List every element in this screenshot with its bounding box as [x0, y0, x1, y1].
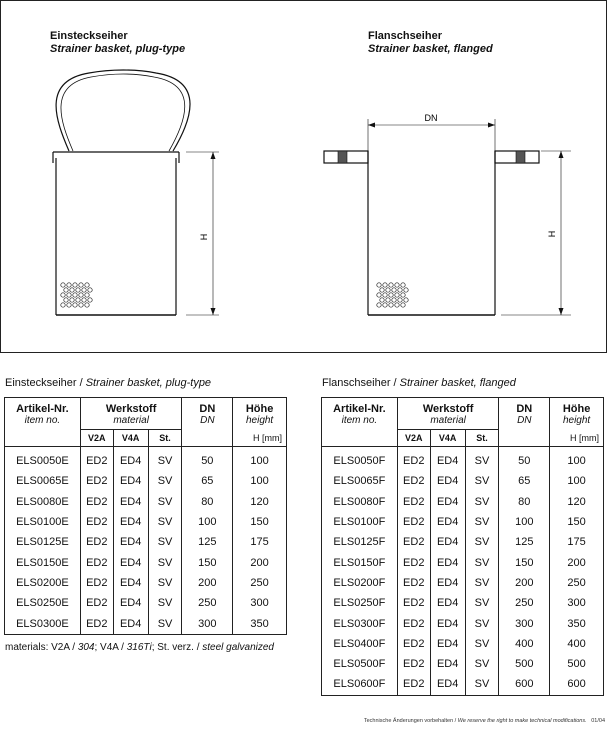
- col-dn: DN DN: [182, 398, 233, 430]
- cell-dn: 200: [182, 573, 233, 593]
- col-v4a: V4A: [113, 430, 148, 447]
- cell-height: 150: [550, 512, 604, 532]
- col-material: Werkstoff material: [80, 398, 182, 430]
- cell-article: ELS0125F: [322, 532, 398, 552]
- col-st: St.: [148, 430, 182, 447]
- cell-v2a: ED2: [397, 552, 430, 572]
- cell-height: 250: [233, 573, 287, 593]
- cell-v4a: ED4: [113, 573, 148, 593]
- cell-article: ELS0125E: [5, 532, 81, 552]
- table-row: [5, 447, 287, 472]
- cell-height: 500: [550, 654, 604, 674]
- cell-v2a: ED2: [80, 573, 113, 593]
- cell-v4a: ED4: [430, 573, 465, 593]
- cell-v4a: ED4: [430, 532, 465, 552]
- cell-v4a: ED4: [430, 654, 465, 674]
- left-drawing-title-en: Strainer basket, plug-type: [50, 43, 186, 55]
- cell-dn: 300: [499, 613, 550, 633]
- col-v4a: V4A: [430, 430, 465, 447]
- cell-st: SV: [465, 552, 499, 572]
- cell-article: ELS0150E: [5, 552, 81, 572]
- cell-height: 100: [233, 471, 287, 491]
- dim-h-label-right: H: [547, 230, 557, 238]
- cell-v2a: ED2: [80, 532, 113, 552]
- flanged-basket-drawing: [324, 119, 571, 315]
- cell-article: ELS0065E: [5, 471, 81, 491]
- cell-st: SV: [465, 492, 499, 512]
- cell-article: ELS0600F: [322, 674, 398, 695]
- cell-st: SV: [148, 552, 182, 572]
- col-st: St.: [465, 430, 499, 447]
- cell-dn: 65: [182, 471, 233, 491]
- left-table-caption: [5, 377, 211, 389]
- cell-v4a: ED4: [430, 447, 465, 472]
- cell-height: 200: [550, 552, 604, 572]
- cell-v4a: ED4: [113, 613, 148, 634]
- table-row: [322, 674, 604, 695]
- table-row: [322, 613, 604, 633]
- table-row: [322, 492, 604, 512]
- cell-st: SV: [148, 447, 182, 472]
- cell-height: 350: [233, 613, 287, 634]
- cell-v2a: ED2: [397, 634, 430, 654]
- cell-dn: 250: [499, 593, 550, 613]
- cell-v2a: ED2: [397, 532, 430, 552]
- cell-st: SV: [465, 654, 499, 674]
- cell-height: 175: [550, 532, 604, 552]
- table-row: [322, 593, 604, 613]
- cell-st: SV: [465, 512, 499, 532]
- cell-height: 300: [233, 593, 287, 613]
- right-caption-de: Flanschseiher /: [322, 377, 400, 389]
- cell-v4a: ED4: [113, 552, 148, 572]
- left-caption-en: Strainer basket, plug-type: [85, 377, 212, 389]
- drawing-panel: [0, 0, 607, 353]
- footer-disclaimer: Technische Änderungen vorbehalten / We reserve the right to make technical modifications. 01/04: [363, 718, 605, 724]
- cell-v4a: ED4: [430, 593, 465, 613]
- table-row: [322, 512, 604, 532]
- cell-v4a: ED4: [430, 552, 465, 572]
- col-v2a: V2A: [80, 430, 113, 447]
- table-row: [322, 552, 604, 572]
- cell-dn: 500: [499, 654, 550, 674]
- cell-article: ELS0080F: [322, 492, 398, 512]
- cell-dn: 80: [182, 492, 233, 512]
- cell-dn: 100: [182, 512, 233, 532]
- cell-article: ELS0300F: [322, 613, 398, 633]
- cell-v4a: ED4: [113, 593, 148, 613]
- cell-v4a: ED4: [430, 512, 465, 532]
- cell-article: ELS0250F: [322, 593, 398, 613]
- cell-v2a: ED2: [397, 492, 430, 512]
- table-row: [5, 552, 287, 572]
- cell-st: SV: [465, 447, 499, 472]
- cell-st: SV: [465, 573, 499, 593]
- cell-v2a: ED2: [397, 593, 430, 613]
- cell-dn: 80: [499, 492, 550, 512]
- cell-st: SV: [148, 471, 182, 491]
- cell-v4a: ED4: [113, 447, 148, 472]
- cell-height: 250: [550, 573, 604, 593]
- cell-dn: 65: [499, 471, 550, 491]
- cell-dn: 125: [499, 532, 550, 552]
- cell-height: 350: [550, 613, 604, 633]
- cell-st: SV: [465, 634, 499, 654]
- cell-article: ELS0100F: [322, 512, 398, 532]
- right-drawing-title-en: Strainer basket, flanged: [368, 43, 493, 55]
- cell-article: ELS0080E: [5, 492, 81, 512]
- cell-article: ELS0400F: [322, 634, 398, 654]
- technical-drawing: [1, 1, 608, 354]
- cell-v2a: ED2: [80, 593, 113, 613]
- col-height: Höhe height: [550, 398, 604, 430]
- left-spec-table: [4, 397, 287, 635]
- cell-st: SV: [148, 492, 182, 512]
- cell-v2a: ED2: [397, 471, 430, 491]
- cell-st: SV: [148, 573, 182, 593]
- cell-article: ELS0200E: [5, 573, 81, 593]
- col-material: Werkstoff material: [397, 398, 499, 430]
- table-row: [5, 532, 287, 552]
- cell-st: SV: [148, 613, 182, 634]
- dim-dn-label: DN: [424, 113, 438, 123]
- cell-v4a: ED4: [430, 613, 465, 633]
- cell-dn: 125: [182, 532, 233, 552]
- cell-st: SV: [148, 593, 182, 613]
- cell-v4a: ED4: [113, 532, 148, 552]
- cell-v2a: ED2: [80, 447, 113, 472]
- table-row: [322, 471, 604, 491]
- cell-st: SV: [465, 613, 499, 633]
- cell-v4a: ED4: [430, 674, 465, 695]
- cell-height: 300: [550, 593, 604, 613]
- cell-article: ELS0050E: [5, 447, 81, 472]
- col-dn: DN DN: [499, 398, 550, 430]
- cell-v4a: ED4: [430, 492, 465, 512]
- cell-article: ELS0300E: [5, 613, 81, 634]
- col-height: Höhe height: [233, 398, 287, 430]
- table-row: [5, 613, 287, 634]
- perforation-holes-right: [377, 283, 408, 307]
- right-table-caption: [322, 377, 516, 389]
- cell-height: 400: [550, 634, 604, 654]
- perforation-holes-left: [61, 283, 92, 307]
- cell-dn: 150: [499, 552, 550, 572]
- cell-v4a: ED4: [430, 471, 465, 491]
- cell-st: SV: [148, 532, 182, 552]
- cell-v2a: ED2: [397, 654, 430, 674]
- cell-height: 100: [233, 447, 287, 472]
- cell-dn: 50: [499, 447, 550, 472]
- cell-v2a: ED2: [397, 674, 430, 695]
- table-row: [322, 654, 604, 674]
- cell-height: 200: [233, 552, 287, 572]
- cell-v2a: ED2: [80, 613, 113, 634]
- cell-dn: 300: [182, 613, 233, 634]
- cell-height: 600: [550, 674, 604, 695]
- plug-type-basket-drawing: [53, 70, 219, 315]
- cell-article: ELS0065F: [322, 471, 398, 491]
- cell-v2a: ED2: [80, 471, 113, 491]
- col-h-mm: H [mm]: [550, 430, 604, 447]
- cell-dn: 250: [182, 593, 233, 613]
- table-row: [322, 573, 604, 593]
- cell-v2a: ED2: [397, 512, 430, 532]
- cell-height: 150: [233, 512, 287, 532]
- cell-article: ELS0150F: [322, 552, 398, 572]
- cell-st: SV: [465, 593, 499, 613]
- cell-st: SV: [465, 674, 499, 695]
- cell-v4a: ED4: [113, 471, 148, 491]
- col-article: Artikel-Nr. item no.: [322, 398, 398, 430]
- cell-article: ELS0200F: [322, 573, 398, 593]
- cell-height: 100: [550, 471, 604, 491]
- cell-article: ELS0050F: [322, 447, 398, 472]
- cell-article: ELS0250E: [5, 593, 81, 613]
- cell-st: SV: [465, 532, 499, 552]
- table-row: [5, 492, 287, 512]
- cell-dn: 400: [499, 634, 550, 654]
- col-v2a: V2A: [397, 430, 430, 447]
- materials-note: materials: V2A / 304; V4A / 316Ti; St. verz. / steel galvanized: [5, 642, 274, 653]
- cell-article: ELS0500F: [322, 654, 398, 674]
- cell-v2a: ED2: [397, 613, 430, 633]
- table-row: [322, 532, 604, 552]
- cell-st: SV: [148, 512, 182, 532]
- cell-st: SV: [465, 471, 499, 491]
- cell-dn: 150: [182, 552, 233, 572]
- col-h-mm: H [mm]: [233, 430, 287, 447]
- cell-dn: 50: [182, 447, 233, 472]
- right-caption-en: Strainer basket, flanged: [399, 377, 516, 389]
- table-row: [5, 471, 287, 491]
- cell-v2a: ED2: [80, 512, 113, 532]
- cell-v4a: ED4: [113, 492, 148, 512]
- cell-dn: 200: [499, 573, 550, 593]
- table-row: [322, 634, 604, 654]
- cell-height: 120: [550, 492, 604, 512]
- cell-v2a: ED2: [397, 573, 430, 593]
- cell-height: 175: [233, 532, 287, 552]
- cell-article: ELS0100E: [5, 512, 81, 532]
- table-row: [322, 447, 604, 472]
- left-caption-de: Einsteckseiher /: [5, 377, 86, 389]
- cell-v2a: ED2: [80, 492, 113, 512]
- table-row: [5, 593, 287, 613]
- table-row: [5, 573, 287, 593]
- cell-v4a: ED4: [430, 634, 465, 654]
- cell-v2a: ED2: [80, 552, 113, 572]
- left-drawing-title-de: Einsteckseiher: [50, 30, 128, 42]
- cell-v4a: ED4: [113, 512, 148, 532]
- cell-height: 120: [233, 492, 287, 512]
- cell-dn: 600: [499, 674, 550, 695]
- cell-dn: 100: [499, 512, 550, 532]
- cell-v2a: ED2: [397, 447, 430, 472]
- right-spec-table: [321, 397, 604, 696]
- table-row: [5, 512, 287, 532]
- cell-height: 100: [550, 447, 604, 472]
- right-drawing-title-de: Flanschseiher: [368, 30, 442, 42]
- dim-h-label-left: H: [199, 233, 209, 241]
- col-article: Artikel-Nr. item no.: [5, 398, 81, 430]
